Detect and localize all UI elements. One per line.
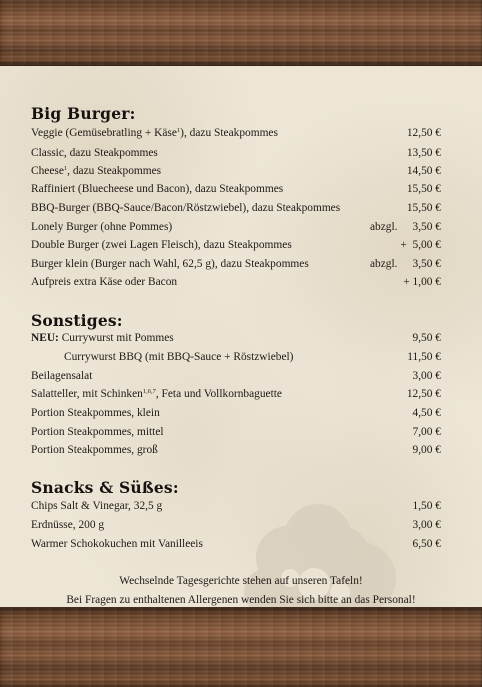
item-name: Salatteller, mit Schinken$^{1,6,7}$, Feta und Vollkornbaguette bbox=[31, 388, 282, 400]
item-price: 12,50 € bbox=[406, 127, 441, 139]
new-label: NEU: bbox=[31, 332, 59, 344]
item-price: 15,50 € bbox=[406, 183, 441, 195]
item-price: 12,50 € bbox=[406, 388, 441, 400]
item-name: BBQ-Burger (BBQ-Sauce/Bacon/Röstzwiebel), dazu Steakpommes bbox=[31, 202, 341, 214]
menu-item-beilagensalat bbox=[31, 368, 441, 384]
item-name: Classic, dazu Steakpommes bbox=[31, 147, 158, 159]
menu-item-steakpommes-mittel bbox=[31, 424, 441, 440]
menu-item-salatteller bbox=[31, 386, 441, 402]
menu-item-erdnuesse bbox=[31, 517, 441, 533]
item-price: 3,00 € bbox=[412, 519, 441, 531]
item-name: Lonely Burger (ohne Pommes) bbox=[31, 221, 173, 233]
menu-item-aufpreis bbox=[31, 274, 441, 290]
menu-item-steakpommes-klein bbox=[31, 405, 441, 421]
item-name: Portion Steakpommes, mittel bbox=[31, 426, 164, 438]
item-price: 3,00 € bbox=[412, 370, 441, 382]
item-prefix: abzgl. bbox=[370, 221, 398, 233]
item-name: NEU: Currywurst mit Pommes bbox=[31, 332, 174, 344]
menu-item-classic bbox=[31, 145, 441, 161]
menu-item-schokokuchen bbox=[31, 536, 441, 552]
item-name: Raffiniert (Bluecheese und Bacon), dazu Steakpommes bbox=[31, 183, 284, 195]
item-price: 15,50 € bbox=[406, 202, 441, 214]
item-price: 13,50 € bbox=[406, 147, 441, 159]
item-price: 9,00 € bbox=[412, 444, 441, 456]
menu-item-double-burger bbox=[31, 237, 441, 253]
item-name: Beilagensalat bbox=[31, 370, 93, 382]
menu-item-steakpommes-gross bbox=[31, 442, 441, 458]
item-name: Currywurst BBQ (mit BBQ-Sauce + Röstzwiebel) bbox=[64, 351, 294, 363]
item-prefix: abzgl. bbox=[370, 258, 398, 270]
item-price: 3,50 € bbox=[412, 258, 441, 270]
menu-item-currywurst bbox=[31, 330, 441, 346]
menu-item-lonely-burger bbox=[31, 219, 441, 235]
menu-item-currywurst-bbq bbox=[64, 349, 441, 365]
item-name: Cheese$^1$, dazu Steakpommes bbox=[31, 165, 162, 177]
item-name: Warmer Schokokuchen mit Vanilleeis bbox=[31, 538, 203, 550]
item-price: 4,50 € bbox=[412, 407, 441, 419]
item-price: 9,50 € bbox=[412, 332, 441, 344]
item-price: 14,50 € bbox=[406, 165, 441, 177]
item-name: Portion Steakpommes, groß bbox=[31, 444, 158, 456]
item-name: Double Burger (zwei Lagen Fleisch), dazu Steakpommes bbox=[31, 239, 292, 251]
section-title-burger: Big Burger: bbox=[31, 104, 136, 123]
item-name: Burger klein (Burger nach Wahl, 62,5 g), dazu Steakpommes bbox=[31, 258, 309, 270]
item-name: Portion Steakpommes, klein bbox=[31, 407, 160, 419]
menu-item-cheese bbox=[31, 163, 441, 179]
footer-note-allergens: Bei Fragen zu enthaltenen Allergenen wenden Sie sich bitte an das Personal! bbox=[66, 594, 416, 606]
item-price: 11,50 € bbox=[407, 351, 441, 363]
footer-note-daily-dishes: Wechselnde Tagesgerichte stehen auf unseren Tafeln! bbox=[119, 575, 363, 587]
item-price: 1,50 € bbox=[412, 500, 441, 512]
item-price: + 1,00 € bbox=[403, 276, 441, 288]
item-name: Veggie (Gemüsebratling + Käse$^1$), dazu Steakpommes bbox=[31, 127, 278, 139]
menu-item-raffiniert bbox=[31, 181, 441, 197]
section-title-snacks: Snacks & Süßes: bbox=[31, 478, 179, 497]
item-name: Erdnüsse, 200 g bbox=[31, 519, 105, 531]
menu-item-veggie bbox=[31, 125, 441, 141]
item-price: 7,00 € bbox=[412, 426, 441, 438]
item-price: 6,50 € bbox=[412, 538, 441, 550]
menu-item-bbq-burger bbox=[31, 200, 441, 216]
item-price: + 5,00 € bbox=[400, 239, 441, 251]
item-name: Chips Salt & Vinegar, 32,5 g bbox=[31, 500, 163, 512]
menu-item-burger-klein bbox=[31, 256, 441, 272]
item-name: Aufpreis extra Käse oder Bacon bbox=[31, 276, 178, 288]
menu-item-chips bbox=[31, 498, 441, 514]
section-title-sonstiges: Sonstiges: bbox=[31, 311, 123, 330]
item-price: 3,50 € bbox=[412, 221, 441, 233]
